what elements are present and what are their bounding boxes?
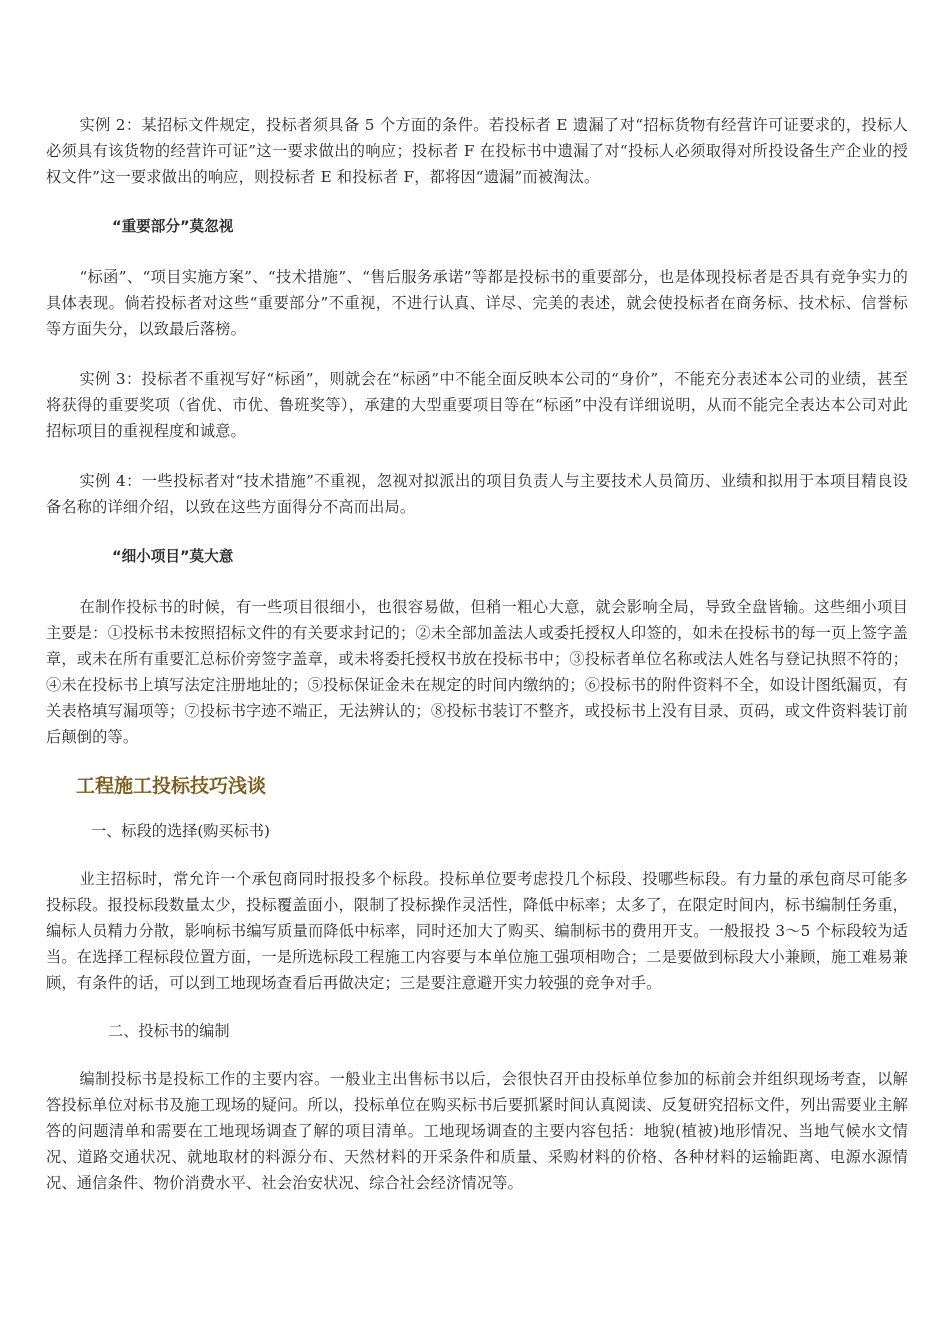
example-3-paragraph: 实例 3：投标者不重视写好“标函”，则就会在“标函”中不能全面反映本公司的“身价”，不能充分表述本公司的业绩，甚至将获得的重要奖项（省优、市优、鲁班奖等），承建的大型重要项目等在“标函”中没有详细说明，从而不能完全表达本公司对此招标项目的重视程度和诚意。 <box>46 370 908 440</box>
important-parts-heading: “重要部分”莫忽视 <box>112 218 234 235</box>
small-items-heading: “细小项目”莫大意 <box>112 548 234 565</box>
part-2-heading: 二、投标书的编制 <box>108 1022 230 1040</box>
part-2-paragraph: 编制投标书是投标工作的主要内容。一般业主出售标书以后，会很快召开由投标单位参加的标前会并组织现场考查，以解答投标单位对标书及施工现场的疑问。所以，投标单位在购买标书后要抓紧时间认真阅读、反复研究招标文件，列出需要业主解答的问题清单和需要在工地现场调查了解的项目清单。工地现场调查的主要内容包括：地貌(植被)地形情况、当地气候水文情况、道路交通状况、就地取材的料源分布、天然材料的开采条件和质量、采购材料的价格、各种材料的运输距离、电源水源情况、通信条件、物价消费水平、社会治安状况、综合社会经济情况等。 <box>46 1070 908 1192</box>
small-items-paragraph: 在制作投标书的时候，有一些项目很细小，也很容易做，但稍一粗心大意，就会影响全局，导致全盘皆输。这些细小项目主要是：①投标书未按照招标文件的有关要求封记的；②未全部加盖法人或委托授权人印签的，如未在投标书的每一页上签字盖章，或未在所有重要汇总标价旁签字盖章，或未将委托授权书放在投标书中；③投标者单位名称或法人姓名与登记执照不符的；④未在投标书上填写法定注册地址的；⑤投标保证金未在规定的时间内缴纳的；⑥投标书的附件资料不全，如设计图纸漏页，有关表格填写漏项等；⑦投标书字迹不端正，无法辨认的；⑧投标书装订不整齐，或投标书上没有目录、页码，或文件资料装订前后颠倒的等。 <box>46 598 908 746</box>
example-2-paragraph: 实例 2：某招标文件规定，投标者须具备 5 个方面的条件。若投标者 E 遗漏了对“招标货物有经营许可证要求的，投标人必须具有该货物的经营许可证”这一要求做出的响应；投标者 F 在投标书中遗漏了对“投标人必须取得对所投设备生产企业的授权文件”这一要求做出的响应，则投标者 E 和投标者 F，都将因“遗漏”而被淘汰。 <box>46 116 908 186</box>
part-1-heading: 一、标段的选择(购买标书) <box>91 822 270 840</box>
part-1-paragraph: 业主招标时，常允许一个承包商同时报投多个标段。投标单位要考虑投几个标段、投哪些标段。有力量的承包商尽可能多投标段。报投标段数量太少，投标覆盖面小，限制了投标操作灵活性，降低中标率；太多了，在限定时间内，标书编制任务重，编标人员精力分散，影响标书编写质量而降低中标率，同时还加大了购买、编制标书的费用开支。一般报投 3～5 个标段较为适当。在选择工程标段位置方面，一是所选标段工程施工内容要与本单位施工强项相吻合；二是要做到标段大小兼顾，施工难易兼顾，有条件的话，可以到工地现场查看后再做决定；三是要注意避开实力较强的竞争对手。 <box>46 870 908 992</box>
document-page <box>46 112 908 1196</box>
important-parts-paragraph: “标函”、“项目实施方案”、“技术措施”、“售后服务承诺”等都是投标书的重要部分，也是体现投标者是否具有竞争实力的具体表现。倘若投标者对这些“重要部分”不重视，不进行认真、详尽、完美的表述，就会使投标者在商务标、技术标、信誉标等方面失分，以致最后落榜。 <box>46 268 908 338</box>
example-4-paragraph: 实例 4：一些投标者对“技术措施”不重视，忽视对拟派出的项目负责人与主要技术人员简历、业绩和拟用于本项目精良设备名称的详细介绍，以致在这些方面得分不高而出局。 <box>46 472 908 516</box>
section-title: 工程施工投标技巧浅谈 <box>76 775 267 797</box>
